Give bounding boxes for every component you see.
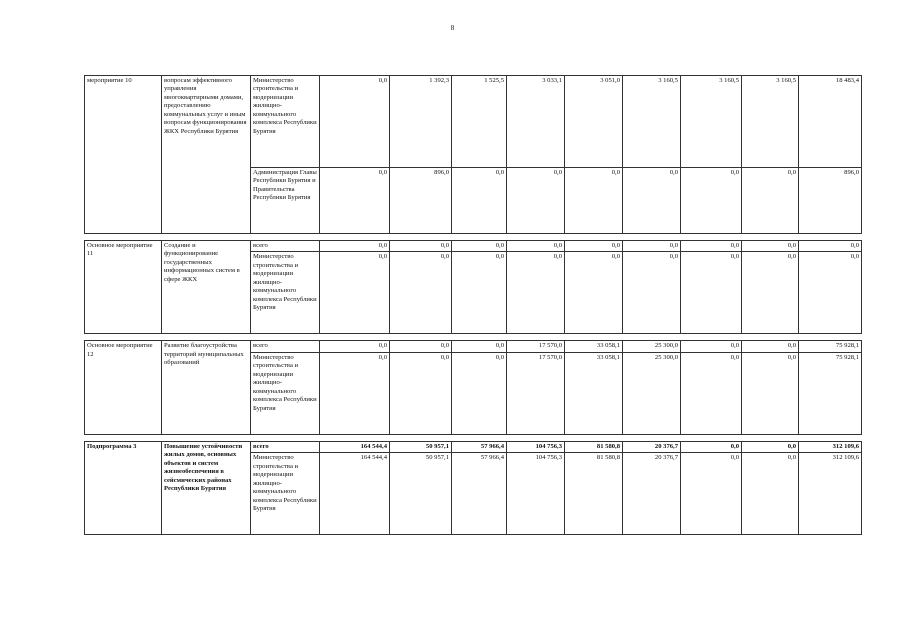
measure-label: мероприятие 10 [85, 76, 162, 234]
value-cell: 3 051,0 [565, 76, 623, 168]
value-cell: 81 580,8 [565, 453, 623, 535]
value-cell: 312 109,6 [799, 453, 862, 535]
value-cell: 57 966,4 [452, 441, 507, 452]
value-cell: 0,0 [452, 352, 507, 434]
value-cell: 0,0 [320, 252, 390, 334]
value-cell: 0,0 [742, 241, 799, 252]
value-cell: 18 483,4 [799, 76, 862, 168]
value-cell: 0,0 [681, 352, 742, 434]
table-row [85, 441, 862, 452]
value-cell: 0,0 [507, 241, 565, 252]
value-cell: 104 756,3 [507, 441, 565, 452]
value-cell: 0,0 [742, 341, 799, 352]
value-cell: 17 570,0 [507, 352, 565, 434]
value-cell: 0,0 [742, 441, 799, 452]
executor-cell: Министерство строительства и модернизации жилищно-коммунального комплекса Республики Бурятия [251, 252, 320, 334]
executor-cell: Администрация Главы Республики Бурятия и Правительства Республики Бурятия [251, 168, 320, 234]
value-cell: 0,0 [452, 341, 507, 352]
executor-cell: всего [251, 441, 320, 452]
value-cell: 20 376,7 [623, 453, 681, 535]
value-cell: 3 160,5 [742, 76, 799, 168]
value-cell: 0,0 [452, 241, 507, 252]
value-cell: 3 033,1 [507, 76, 565, 168]
value-cell: 50 957,1 [390, 453, 452, 535]
value-cell: 3 160,5 [681, 76, 742, 168]
value-cell: 0,0 [681, 168, 742, 234]
value-cell: 0,0 [390, 352, 452, 434]
executor-cell: Министерство строительства и модернизации жилищно-коммунального комплекса Республики Бурятия [251, 352, 320, 434]
value-cell: 0,0 [390, 241, 452, 252]
measure-description: Создание и функционирование государственных информационных систем в сфере ЖКХ [162, 241, 251, 334]
value-cell: 20 376,7 [623, 441, 681, 452]
value-cell: 0,0 [452, 252, 507, 334]
measure-description: вопросам эффективного управления многоквартирными домами, предоставлению коммунальных услуг и иным вопросам функционирования ЖКХ Республики Бурятия [162, 76, 251, 234]
table-row [85, 241, 862, 252]
value-cell: 57 966,4 [452, 453, 507, 535]
measure-label: Основное мероприятие 11 [85, 241, 162, 334]
value-cell: 312 109,6 [799, 441, 862, 452]
value-cell: 896,0 [390, 168, 452, 234]
executor-cell: всего [251, 341, 320, 352]
value-cell: 0,0 [320, 168, 390, 234]
value-cell: 0,0 [681, 453, 742, 535]
value-cell: 0,0 [681, 241, 742, 252]
value-cell: 896,0 [799, 168, 862, 234]
executor-cell: Министерство строительства и модернизации жилищно-коммунального комплекса Республики Бурятия [251, 453, 320, 535]
value-cell: 1 525,5 [452, 76, 507, 168]
row-separator [85, 234, 862, 241]
value-cell: 0,0 [452, 168, 507, 234]
value-cell: 25 300,0 [623, 352, 681, 434]
value-cell: 0,0 [565, 252, 623, 334]
value-cell: 50 957,1 [390, 441, 452, 452]
measure-description: Развитие благоустройства территорий муниципальных образований [162, 341, 251, 434]
value-cell: 0,0 [742, 252, 799, 334]
value-cell: 164 544,4 [320, 453, 390, 535]
subprogram-label: Подпрограмма 3 [85, 441, 162, 534]
value-cell: 164 544,4 [320, 441, 390, 452]
value-cell: 104 756,3 [507, 453, 565, 535]
table-row [85, 341, 862, 352]
value-cell: 25 300,0 [623, 341, 681, 352]
row-separator [85, 334, 862, 341]
page-number: 8 [450, 24, 455, 32]
value-cell: 0,0 [507, 252, 565, 334]
value-cell: 0,0 [742, 168, 799, 234]
value-cell: 81 580,8 [565, 441, 623, 452]
value-cell: 1 392,3 [390, 76, 452, 168]
value-cell: 0,0 [565, 168, 623, 234]
row-separator [85, 434, 862, 441]
value-cell: 0,0 [681, 252, 742, 334]
table-row [85, 76, 862, 168]
subprogram-description: Повышение устойчивости жилых домов, основных объектов и систем жизнеобеспечения в сейсмических районах Республики Бурятия [162, 441, 251, 534]
measure-label: Основное мероприятие 12 [85, 341, 162, 434]
value-cell: 33 058,1 [565, 341, 623, 352]
value-cell: 0,0 [320, 341, 390, 352]
value-cell: 3 160,5 [623, 76, 681, 168]
value-cell: 75 928,1 [799, 352, 862, 434]
value-cell: 0,0 [742, 453, 799, 535]
value-cell: 0,0 [623, 252, 681, 334]
value-cell: 0,0 [742, 352, 799, 434]
value-cell: 75 928,1 [799, 341, 862, 352]
value-cell: 33 058,1 [565, 352, 623, 434]
value-cell: 0,0 [799, 252, 862, 334]
value-cell: 17 570,0 [507, 341, 565, 352]
value-cell: 0,0 [565, 241, 623, 252]
budget-table [84, 75, 862, 535]
value-cell: 0,0 [320, 76, 390, 168]
value-cell: 0,0 [390, 341, 452, 352]
value-cell: 0,0 [320, 352, 390, 434]
value-cell: 0,0 [320, 241, 390, 252]
value-cell: 0,0 [623, 168, 681, 234]
value-cell: 0,0 [390, 252, 452, 334]
value-cell: 0,0 [681, 341, 742, 352]
executor-cell: всего [251, 241, 320, 252]
value-cell: 0,0 [681, 441, 742, 452]
value-cell: 0,0 [507, 168, 565, 234]
value-cell: 0,0 [623, 241, 681, 252]
value-cell: 0,0 [799, 241, 862, 252]
executor-cell: Министерство строительства и модернизации жилищно-коммунального комплекса Республики Бурятия [251, 76, 320, 168]
